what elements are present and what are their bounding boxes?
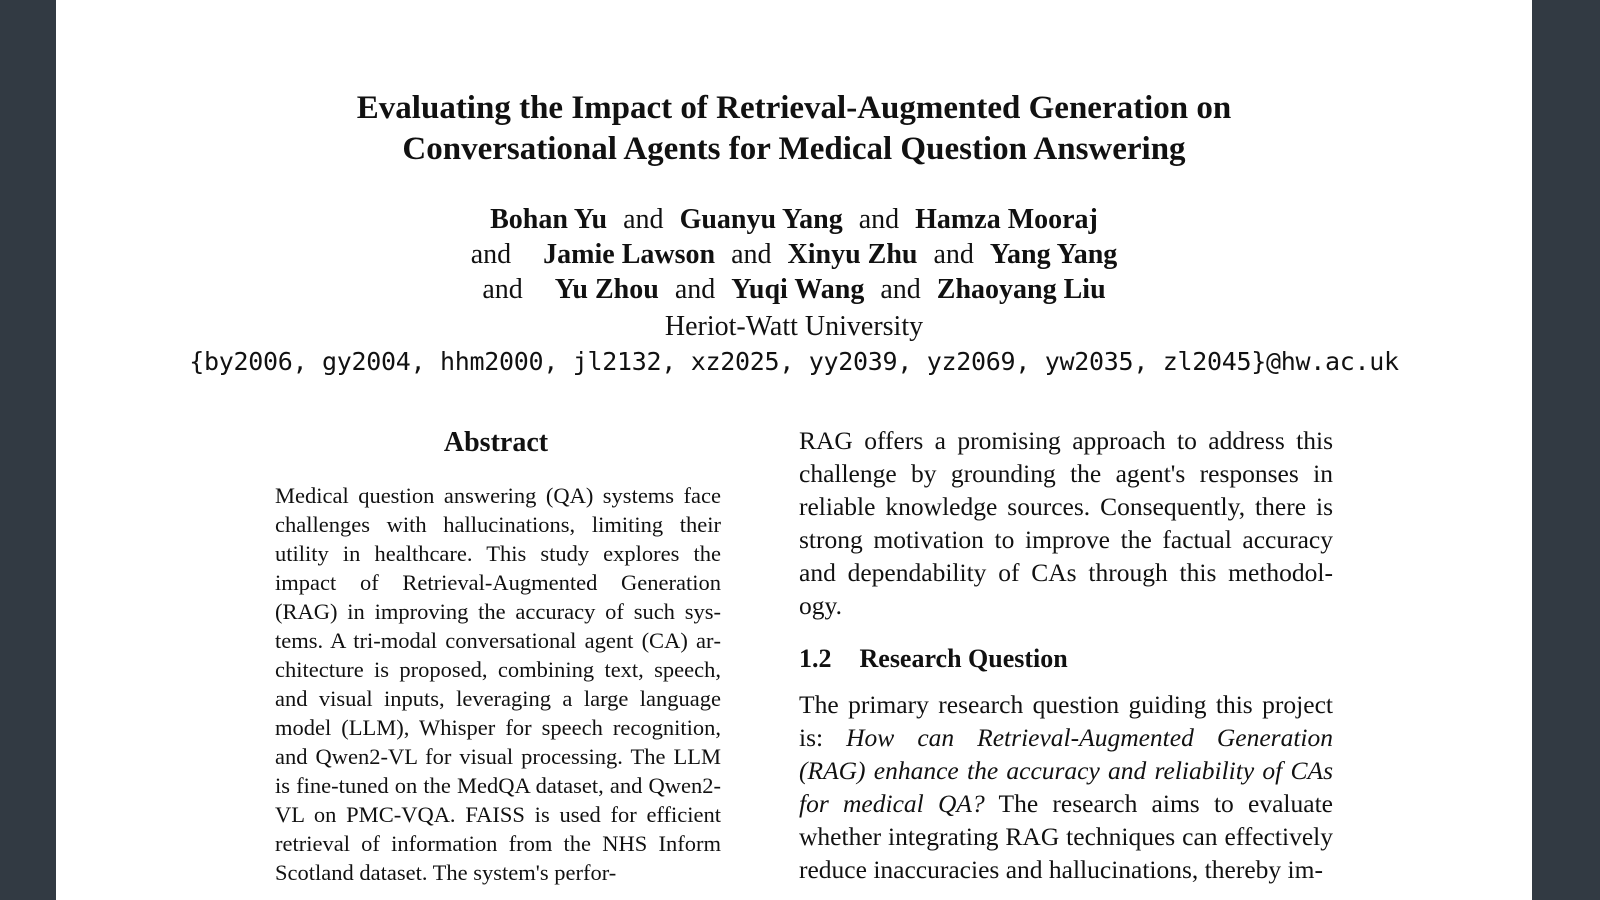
author-separator: and [933, 239, 974, 270]
author-line [56, 237, 1532, 272]
author-name: Guanyu Yang [679, 204, 843, 235]
author-name: Yang Yang [989, 239, 1118, 270]
pdf-page [56, 0, 1532, 900]
title-line: Conversational Agents for Medical Question Answering [402, 131, 1186, 167]
rq-text: The primary research question guiding this project is: [799, 690, 1333, 752]
author-name: Xinyu Zhu [787, 239, 918, 270]
author-separator: and [470, 239, 512, 270]
author-separator: and [731, 239, 772, 270]
author-separator: and [880, 274, 921, 305]
abstract-heading: Abstract [443, 427, 549, 458]
author-separator: and [482, 274, 523, 305]
section-title: Research Question [859, 644, 1068, 673]
author-line [56, 202, 1532, 237]
author-separator: and [858, 204, 900, 235]
author-list [56, 202, 1532, 307]
author-name: Bohan Yu [490, 204, 608, 235]
author-separator: and [623, 204, 664, 235]
author-line [56, 272, 1532, 307]
author-name: Jamie Lawson [543, 239, 716, 270]
rq-question-italic: How can Retrieval-Augmented Generation (RAG) enhance the accuracy and reliability of CAs for medical QA? [799, 723, 1333, 818]
author-name: Zhaoyang Liu [936, 274, 1106, 305]
author-name: Yu Zhou [554, 274, 659, 305]
research-question-paragraph [799, 688, 1333, 886]
rq-text: The research aims to evaluate whether integrating RAG techniques can effectively reduce inaccuracies and hallucinations, thereby im- [799, 789, 1333, 884]
affiliation: Heriot-Watt University [664, 311, 924, 342]
intro-paragraph: RAG offers a promising approach to address this challenge by grounding the agent's responses in reliable knowledge sources. Consequently, there is strong motivation to improve the factual accuracy and dependability of CAs through this methodology. [799, 426, 1333, 620]
author-separator: and [674, 274, 716, 305]
author-name: Yuqi Wang [731, 274, 865, 305]
section-heading [799, 642, 1333, 676]
section-number: 1.2 [799, 644, 832, 673]
abstract-text: Medical question answering (QA) systems face challenges with hallucinations, limiting their utility in healthcare. This study explores the impact of Retrieval-Augmented Generation (RAG) in improving the accuracy of such systems. A tri-modal conversational agent (CA) architecture is proposed, combining text, speech, and visual inputs, leveraging a large language model (LLM), Whisper for speech recognition, and Qwen2-VL for visual processing. The LLM is fine-tuned on the MedQA dataset, and Qwen2-VL on PMC-VQA. FAISS is used for efficient retrieval of information from the NHS Inform Scotland dataset. The system's perfor- [275, 483, 721, 885]
author-emails: {by2006, gy2004, hhm2000, jl2132, xz2025, yy2039, yz2069, yw2035, zl2045}@hw.ac.uk [189, 347, 1399, 376]
author-name: Hamza Mooraj [915, 204, 1098, 235]
paper-title [56, 88, 1532, 170]
title-line: Evaluating the Impact of Retrieval-Augmented Generation on [356, 90, 1232, 126]
